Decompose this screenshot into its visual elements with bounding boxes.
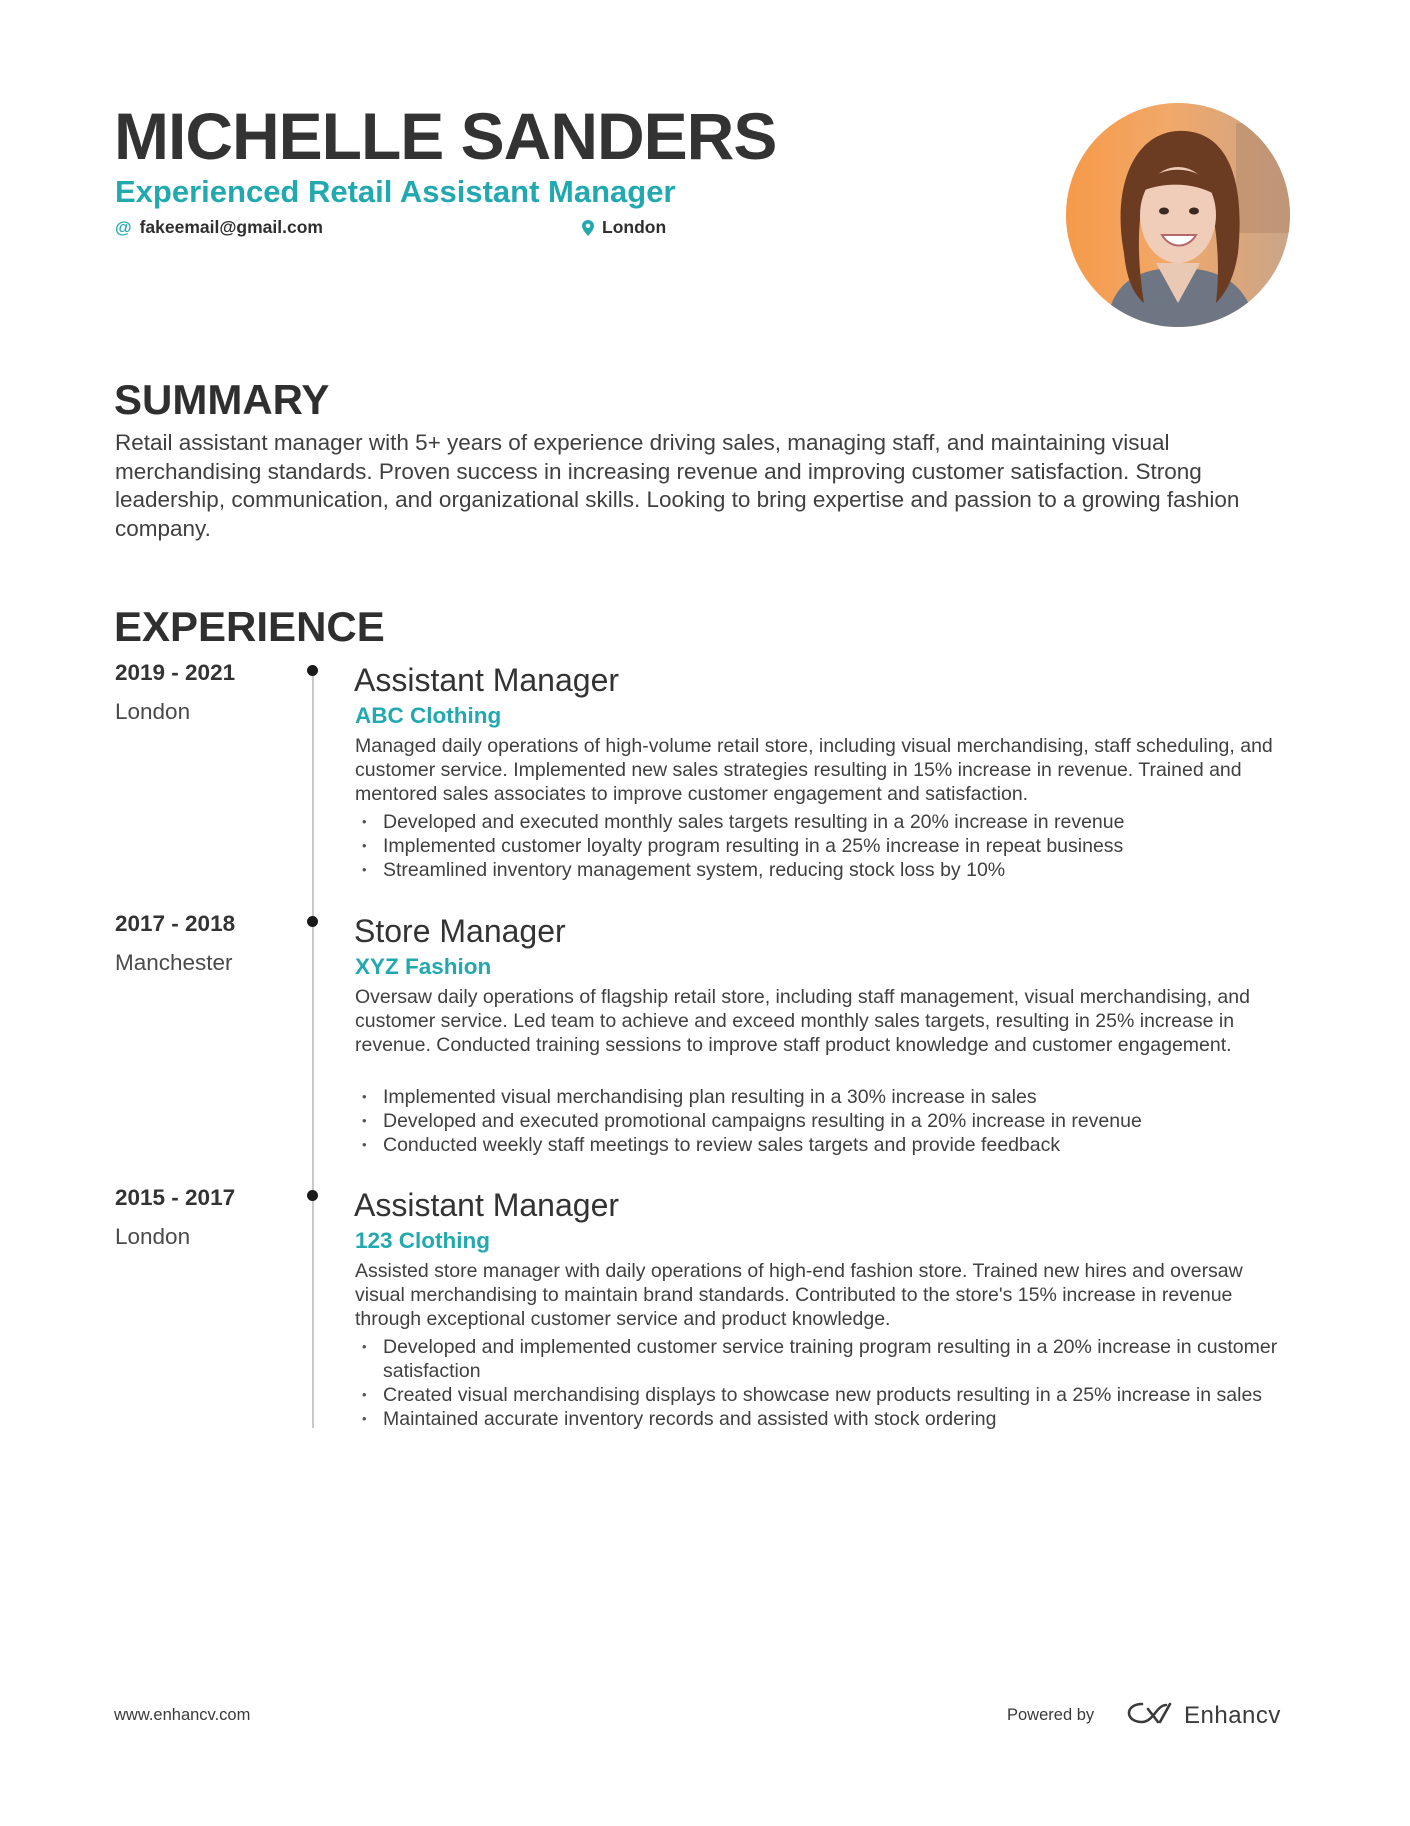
- candidate-headline: Experienced Retail Assistant Manager: [115, 174, 676, 209]
- experience-bullet: • Developed and executed promotional campaigns resulting in a 20% increase in revenue: [355, 1109, 1295, 1133]
- timeline-dot: [307, 916, 318, 927]
- experience-role: Assistant Manager: [354, 1187, 620, 1223]
- experience-bullet: • Maintained accurate inventory records and assisted with stock ordering: [355, 1407, 1295, 1431]
- at-icon: @: [115, 217, 132, 237]
- brand-logo[interactable]: [1126, 1700, 1281, 1731]
- experience-bullets: [355, 810, 1295, 882]
- experience-dates: 2017 - 2018: [115, 911, 236, 936]
- email-text: fakeemail@gmail.com: [139, 217, 323, 237]
- contact-location: [582, 217, 666, 238]
- experience-description: Oversaw daily operations of flagship retail store, including staff management, visual merchandising, and customer service. Led team to achieve and exceed monthly sales targets, resulting in 25% increase in revenue. Conducted training sessions to improve staff product knowledge and customer engagement.: [355, 986, 1250, 1056]
- experience-company: 123 Clothing: [355, 1228, 491, 1253]
- candidate-name: MICHELLE SANDERS: [114, 99, 777, 173]
- summary-title: SUMMARY: [114, 376, 330, 423]
- brand-name: Enhancv: [1184, 1701, 1281, 1729]
- experience-location: Manchester: [115, 950, 233, 975]
- experience-role: Assistant Manager: [354, 662, 620, 698]
- experience-bullet: • Implemented customer loyalty program resulting in a 25% increase in repeat business: [355, 834, 1295, 858]
- location-text: London: [602, 217, 667, 237]
- experience-company: XYZ Fashion: [355, 954, 492, 979]
- experience-location: London: [115, 1224, 191, 1249]
- experience-bullets: [355, 1335, 1295, 1431]
- footer-url[interactable]: www.enhancv.com: [114, 1706, 251, 1724]
- experience-title: EXPERIENCE: [114, 603, 385, 650]
- experience-dates: 2015 - 2017: [115, 1185, 236, 1210]
- timeline-dot: [307, 1190, 318, 1201]
- contact-email[interactable]: [115, 217, 323, 238]
- timeline-dot: [307, 665, 318, 676]
- experience-description: Managed daily operations of high-volume retail store, including visual merchandising, staff scheduling, and customer service. Implemented new sales strategies resulting in 15% increase in revenue. Trained and mentored sales associates to improve customer engagement and satisfaction.: [355, 735, 1273, 805]
- avatar-photo: [1066, 103, 1290, 327]
- experience-bullet: • Developed and executed monthly sales targets resulting in a 20% increase in revenue: [355, 810, 1295, 834]
- experience-role: Store Manager: [354, 913, 566, 949]
- map-pin-icon: [582, 220, 594, 236]
- experience-bullet: • Implemented visual merchandising plan resulting in a 30% increase in sales: [355, 1085, 1295, 1109]
- experience-bullets: [355, 1085, 1295, 1157]
- experience-company: ABC Clothing: [355, 703, 502, 728]
- timeline-line: [312, 665, 314, 1428]
- enhancv-logo-icon: [1126, 1700, 1172, 1731]
- experience-bullet: • Streamlined inventory management system, reducing stock loss by 10%: [355, 858, 1295, 882]
- experience-location: London: [115, 699, 191, 724]
- experience-bullet: • Created visual merchandising displays to showcase new products resulting in a 25% increase in sales: [355, 1383, 1295, 1407]
- experience-bullet: • Developed and implemented customer service training program resulting in a 20% increase in customer satisfaction: [355, 1335, 1295, 1383]
- experience-description: Assisted store manager with daily operations of high-end fashion store. Trained new hires and oversaw visual merchandising to maintain brand standards. Contributed to the store's 15% increase in revenue through exceptional customer service and product knowledge.: [355, 1260, 1243, 1330]
- experience-dates: 2019 - 2021: [115, 660, 236, 685]
- summary-text: Retail assistant manager with 5+ years of experience driving sales, managing staff, and maintaining visual merchandising standards. Proven success in increasing revenue and improving customer satisfaction. Strong leadership, communication, and organizational skills. Looking to bring expertise and passion to a growing fashion company.: [115, 430, 1240, 541]
- powered-by-label: Powered by: [1007, 1706, 1095, 1724]
- experience-bullet: • Conducted weekly staff meetings to review sales targets and provide feedback: [355, 1133, 1295, 1157]
